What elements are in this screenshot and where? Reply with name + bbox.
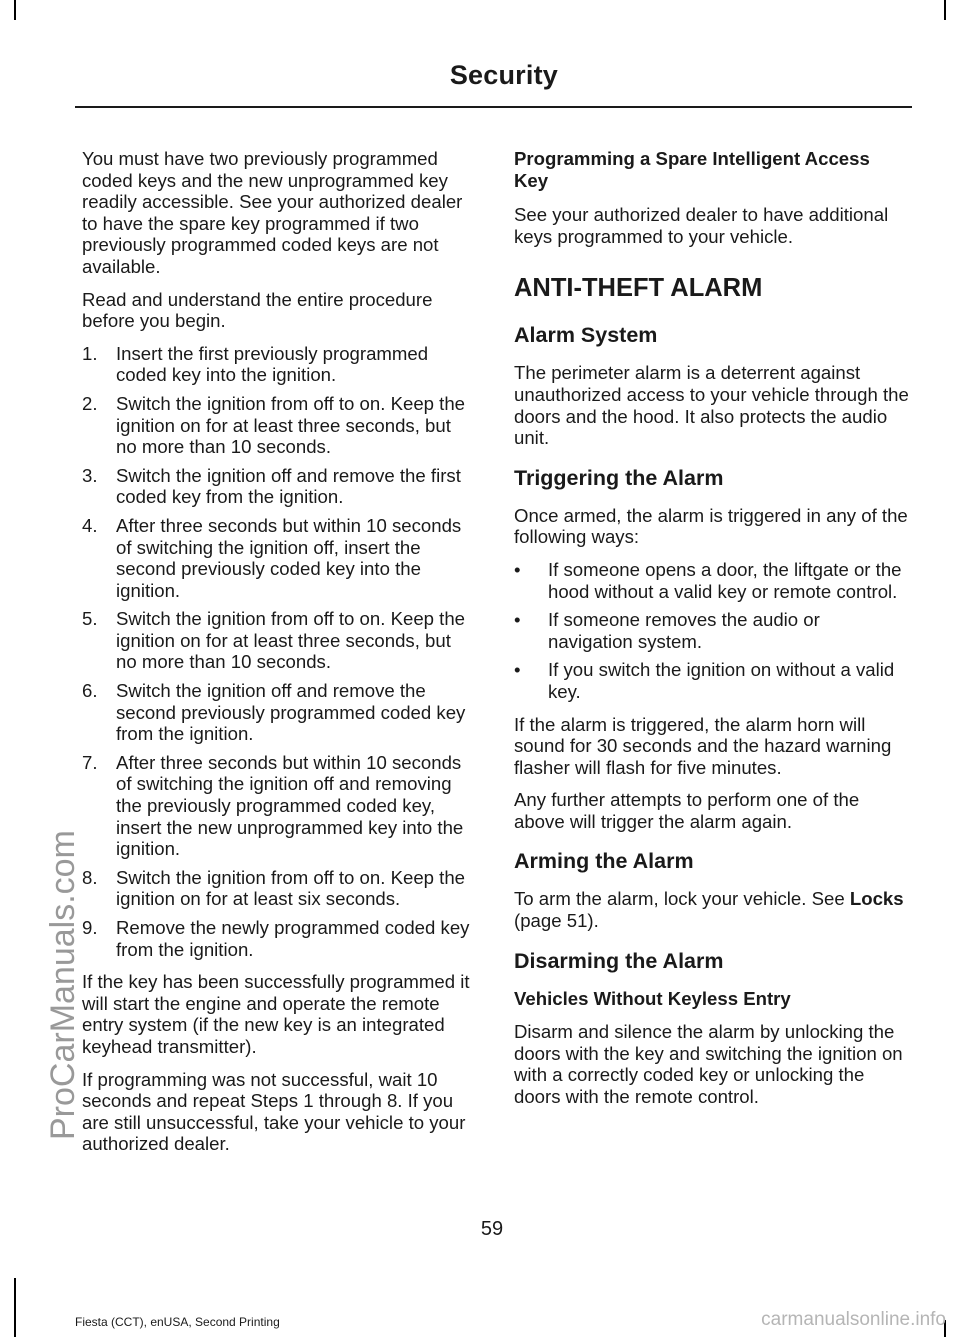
page-title: Security	[449, 60, 558, 90]
arming-text-before: To arm the alarm, lock your vehicle. See	[514, 888, 850, 910]
outro-paragraph: If programming was not successful, wait 10 seconds and repeat Steps 1 through 8. If you are still unsuccessful, take your vehicle to your authorized dealer.	[82, 1068, 466, 1155]
triggering-heading: Triggering the Alarm	[514, 465, 724, 490]
step-number: 4.	[82, 514, 98, 536]
step-text: Switch the ignition from off to on. Keep the ignition on for at least three seconds, but no more than 10 seconds.	[116, 392, 466, 458]
step-text: Switch the ignition off and remove the first coded key from the ignition.	[116, 464, 461, 508]
step-number: 9.	[82, 917, 98, 938]
edition-footer: Fiesta (CCT), enUSA, Second Printing	[75, 1315, 280, 1329]
step-number: 7.	[82, 751, 98, 773]
step-text: After three seconds but within 10 seconds of switching the ignition off, insert the second previously coded key into the ignition.	[116, 514, 462, 601]
triggered-text: If the alarm is triggered, the alarm horn will sound for 30 seconds and the hazard warning flasher will flash for five minutes.	[514, 713, 892, 778]
step-item	[82, 867, 476, 910]
side-watermark: ProCarManuals.com	[44, 830, 82, 1140]
page-number: 59	[480, 1218, 504, 1240]
bullet-item	[514, 559, 909, 602]
step-number: 6.	[82, 680, 98, 702]
alarm-system-heading: Alarm System	[514, 323, 658, 348]
bullet-item	[514, 659, 909, 702]
bullet-text: If you switch the ignition on without a valid key.	[548, 659, 895, 702]
step-text: Switch the ignition off and remove the second previously programmed coded key from the ignition.	[116, 680, 466, 745]
step-number: 1.	[82, 342, 98, 364]
header-divider	[75, 106, 912, 108]
step-number: 5.	[82, 608, 98, 630]
step-text: Switch the ignition from off to on. Keep the ignition on for at least six seconds.	[116, 866, 466, 910]
crop-mark-bottom-left	[14, 1278, 16, 1337]
without-keyless-text: Disarm and silence the alarm by unlocking the doors with the key and switching the ignition on with a correctly coded key or unlocking the doors with the remote control.	[514, 1021, 903, 1108]
step-item	[82, 608, 476, 673]
arming-text	[514, 888, 909, 931]
bullet-icon: •	[514, 558, 521, 580]
intro-paragraph: Read and understand the entire procedure before you begin.	[82, 288, 433, 332]
step-text: Remove the newly programmed coded key from the ignition.	[116, 917, 470, 960]
step-item	[82, 465, 476, 508]
programming-steps-list	[82, 343, 476, 960]
step-text: Switch the ignition from off to on. Keep the ignition on for at least three seconds, but no more than 10 seconds.	[116, 608, 466, 673]
step-number: 3.	[82, 464, 98, 486]
step-item	[82, 680, 476, 745]
without-keyless-heading: Vehicles Without Keyless Entry	[514, 987, 791, 1009]
arming-heading: Arming the Alarm	[514, 849, 694, 874]
intro-paragraph: You must have two previously programmed coded keys and the new unprogrammed key readily accessible. See your authorized dealer to have the spare key programmed if two previously programmed coded keys are not available.	[82, 148, 463, 277]
further-attempts-text: Any further attempts to perform one of the above will trigger the alarm again.	[514, 789, 860, 832]
triggering-bullet-list	[514, 559, 909, 703]
locks-reference-link[interactable]: Locks	[849, 888, 904, 910]
triggering-intro: Once armed, the alarm is triggered in any of the following ways:	[514, 504, 908, 548]
bullet-icon: •	[514, 659, 521, 681]
step-text: After three seconds but within 10 seconds of switching the ignition off and removing the previously programmed coded key, insert the new unprogrammed key into the ignition.	[116, 751, 464, 860]
outro-paragraph: If the key has been successfully programmed it will start the engine and operate the remote entry system (if the new key is an integrated keyhead transmitter).	[82, 971, 470, 1057]
alarm-system-text: The perimeter alarm is a deterrent against unauthorized access to your vehicle through the doors and the hood. It also protects the audio unit.	[514, 362, 909, 449]
step-item	[82, 752, 476, 860]
bullet-item	[514, 609, 909, 652]
left-column	[82, 148, 476, 1166]
arming-page-ref: (page 51).	[514, 910, 599, 932]
step-item	[82, 515, 476, 601]
spare-key-text: See your authorized dealer to have additional keys programmed to your vehicle.	[514, 204, 889, 247]
disarming-heading: Disarming the Alarm	[514, 948, 724, 973]
right-column	[514, 148, 909, 1119]
crop-mark-top-left	[14, 0, 16, 20]
footer-watermark: carmanualsonline.info	[761, 1309, 946, 1330]
step-text: Insert the first previously programmed coded key into the ignition.	[116, 342, 429, 386]
bullet-text: If someone removes the audio or navigation system.	[548, 609, 820, 652]
step-item	[82, 393, 476, 458]
anti-theft-heading: ANTI-THEFT ALARM	[514, 274, 763, 303]
step-item	[82, 343, 476, 386]
bullet-text: If someone opens a door, the liftgate or the hood without a valid key or remote control.	[548, 558, 902, 602]
step-item	[82, 917, 476, 960]
spare-key-heading: Programming a Spare Intelligent Access Key	[514, 148, 870, 191]
step-number: 2.	[82, 392, 98, 414]
crop-mark-top-right	[944, 0, 946, 20]
step-number: 8.	[82, 866, 98, 888]
bullet-icon: •	[514, 609, 521, 631]
